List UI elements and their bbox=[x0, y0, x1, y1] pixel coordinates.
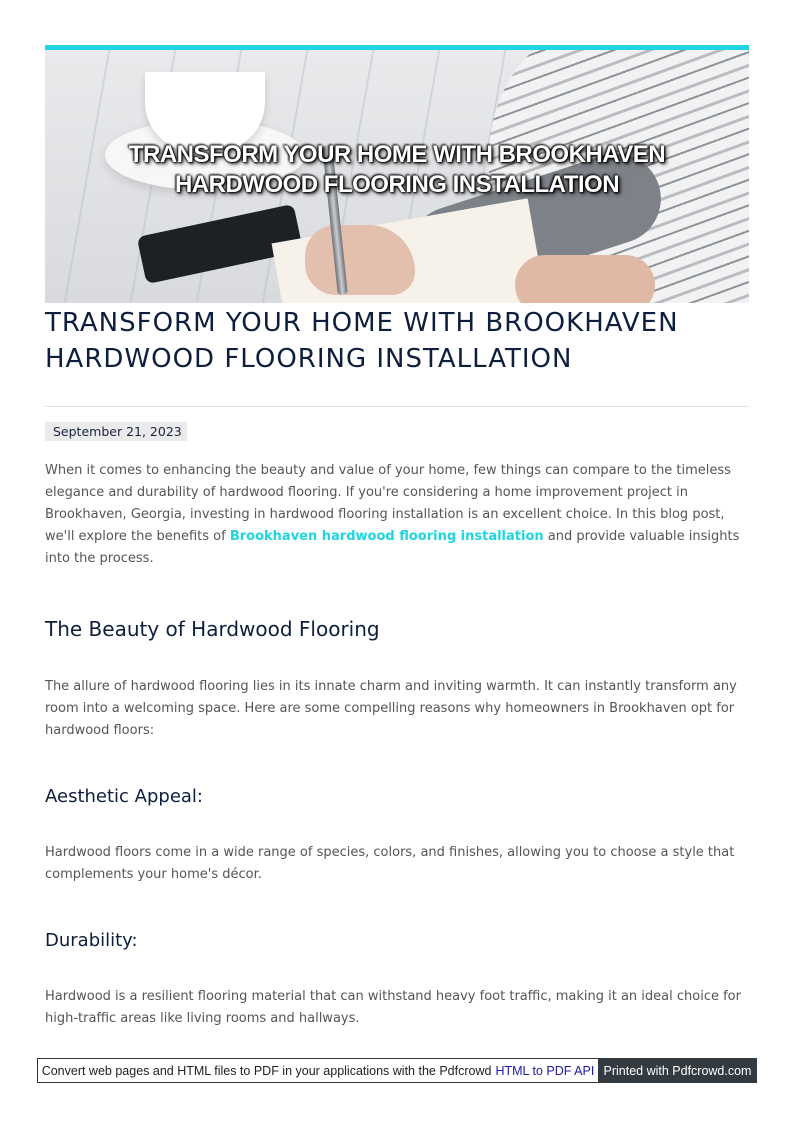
pdfcrowd-footer bbox=[37, 1058, 757, 1083]
title-divider bbox=[45, 406, 749, 407]
hero-title-line-2: HARDWOOD FLOORING INSTALLATION bbox=[174, 171, 620, 198]
html-to-pdf-api-link[interactable]: HTML to PDF API bbox=[495, 1063, 595, 1078]
brookhaven-flooring-link[interactable]: Brookhaven hardwood flooring installation bbox=[229, 529, 544, 544]
hero-title bbox=[45, 140, 749, 200]
footer-message-text: Convert web pages and HTML files to PDF in your applications with the Pdfcrowd bbox=[41, 1063, 492, 1078]
printed-with-pdfcrowd-badge[interactable]: Printed with Pdfcrowd.com bbox=[598, 1058, 757, 1083]
section-heading-aesthetic: Aesthetic Appeal: bbox=[45, 786, 204, 807]
page-title-line-2: HARDWOOD FLOORING INSTALLATION bbox=[45, 344, 573, 374]
writing-hand-graphic bbox=[305, 225, 415, 295]
post-date-badge: September 21, 2023 bbox=[45, 422, 187, 441]
hero-title-line-1: TRANSFORM YOUR HOME WITH BROOKHAVEN bbox=[128, 141, 666, 168]
page-title-line-1: TRANSFORM YOUR HOME WITH BROOKHAVEN bbox=[45, 308, 679, 338]
section-body-beauty: The allure of hardwood flooring lies in its innate charm and inviting warmth. It can instantly transform any room into a welcoming space. Here are some compelling reasons why homeowners in Brookhaven opt for hardwood floors: bbox=[45, 679, 737, 738]
footer-message bbox=[37, 1058, 598, 1083]
section-heading-durability: Durability: bbox=[45, 930, 138, 951]
section-body-aesthetic: Hardwood floors come in a wide range of species, colors, and finishes, allowing you to choose a style that complements your home's décor. bbox=[45, 845, 735, 882]
intro-text-start: When it comes to enhancing the beauty and value of your home, few things can compare to the timeless elegance and durability of hardwood flooring. If you're considering a home improvement project in Brookhaven, Georgia, investing in hardwood flooring installation is an excellent choice. In this blog post, we'll explore the benefits of bbox=[45, 463, 731, 544]
intro-text-end: and provide valuable insights into the process. bbox=[45, 529, 740, 566]
hero-banner bbox=[45, 45, 749, 303]
section-heading-beauty: The Beauty of Hardwood Flooring bbox=[45, 617, 380, 641]
page-title bbox=[45, 305, 749, 377]
hand-graphic bbox=[515, 255, 655, 303]
intro-paragraph bbox=[45, 460, 750, 570]
section-body-durability: Hardwood is a resilient flooring material that can withstand heavy foot traffic, making it an ideal choice for high-traffic areas like living rooms and hallways. bbox=[45, 989, 741, 1026]
